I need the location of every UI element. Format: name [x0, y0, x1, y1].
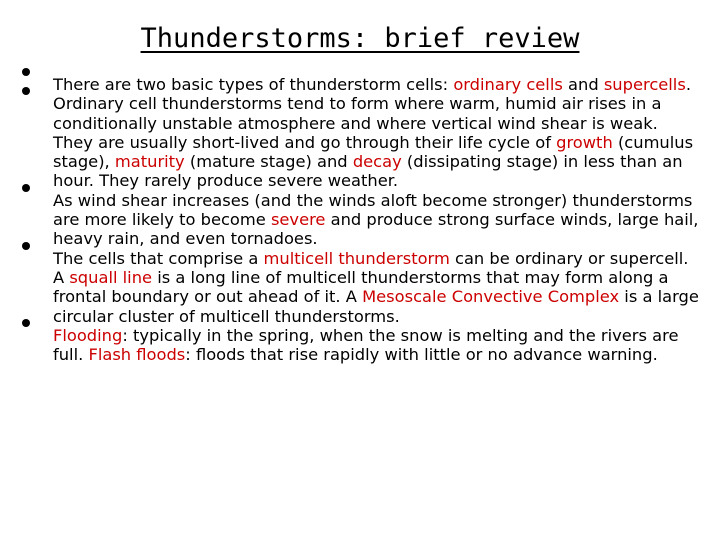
- bullet-dot-icon: [22, 242, 30, 250]
- bullet-text: .: [685, 75, 692, 94]
- bullet-text: and: [562, 75, 604, 94]
- bullet-item: [22, 75, 700, 94]
- highlighted-term: ordinary cells: [453, 75, 563, 94]
- highlighted-term: multicell thunderstorm: [263, 248, 450, 268]
- bullet-text: (mature stage) and: [184, 152, 353, 172]
- bullet-text: can be ordinary or supercell. A: [53, 248, 689, 287]
- bullet-text: There are two basic types of thunderstorm cells:: [53, 75, 454, 94]
- bullet-item: [22, 191, 700, 249]
- bullet-text: and produce strong surface winds, large hail, heavy rain, and even tornadoes.: [53, 210, 699, 249]
- bullet-text: (dissipating stage) in less than an hour. They rarely produce severe weather.: [53, 152, 683, 191]
- bullet-text: As wind shear increases (and the winds aloft become stronger) thunderstorms are more likely to become: [53, 190, 693, 230]
- highlighted-term: Mesoscale Convective Complex: [362, 287, 620, 307]
- bullet-list: [22, 75, 700, 364]
- bullet-text: is a large circular cluster of multicell thunderstorms.: [53, 287, 699, 326]
- bullet-dot-icon: [22, 184, 30, 192]
- bullet-text: The cells that comprise a: [53, 248, 264, 268]
- highlighted-term: supercells: [603, 75, 686, 94]
- highlighted-term: severe: [270, 210, 326, 230]
- highlighted-term: Flash floods: [88, 345, 186, 365]
- slide-title: Thunderstorms: brief review: [140, 23, 580, 54]
- bullet-item: [22, 326, 700, 365]
- bullet-text: is a long line of multicell thunderstorms that may form along a frontal boundary or out ahead of it. A: [53, 267, 669, 307]
- bullet-dot-icon: [22, 87, 30, 95]
- bullet-dot-icon: [22, 68, 30, 76]
- highlighted-term: decay: [352, 152, 402, 172]
- bullet-text: (cumulus stage),: [53, 132, 694, 172]
- bullet-text: : typically in the spring, when the snow is melting and the rivers are full.: [53, 325, 679, 365]
- bullet-dot-icon: [22, 319, 30, 327]
- bullet-text: Ordinary cell thunderstorms tend to form where warm, humid air rises in a conditionally unstable atmosphere and where vertical wind shear is weak. They are usually short-lived and go through their life cycle of: [53, 94, 662, 152]
- highlighted-term: growth: [556, 132, 613, 152]
- bullet-item: [22, 94, 700, 190]
- highlighted-term: Flooding: [53, 325, 123, 345]
- bullet-item: [22, 249, 700, 326]
- highlighted-term: squall line: [69, 267, 153, 287]
- bullet-text: : floods that rise rapidly with little or no advance warning.: [185, 345, 658, 365]
- highlighted-term: maturity: [114, 152, 185, 172]
